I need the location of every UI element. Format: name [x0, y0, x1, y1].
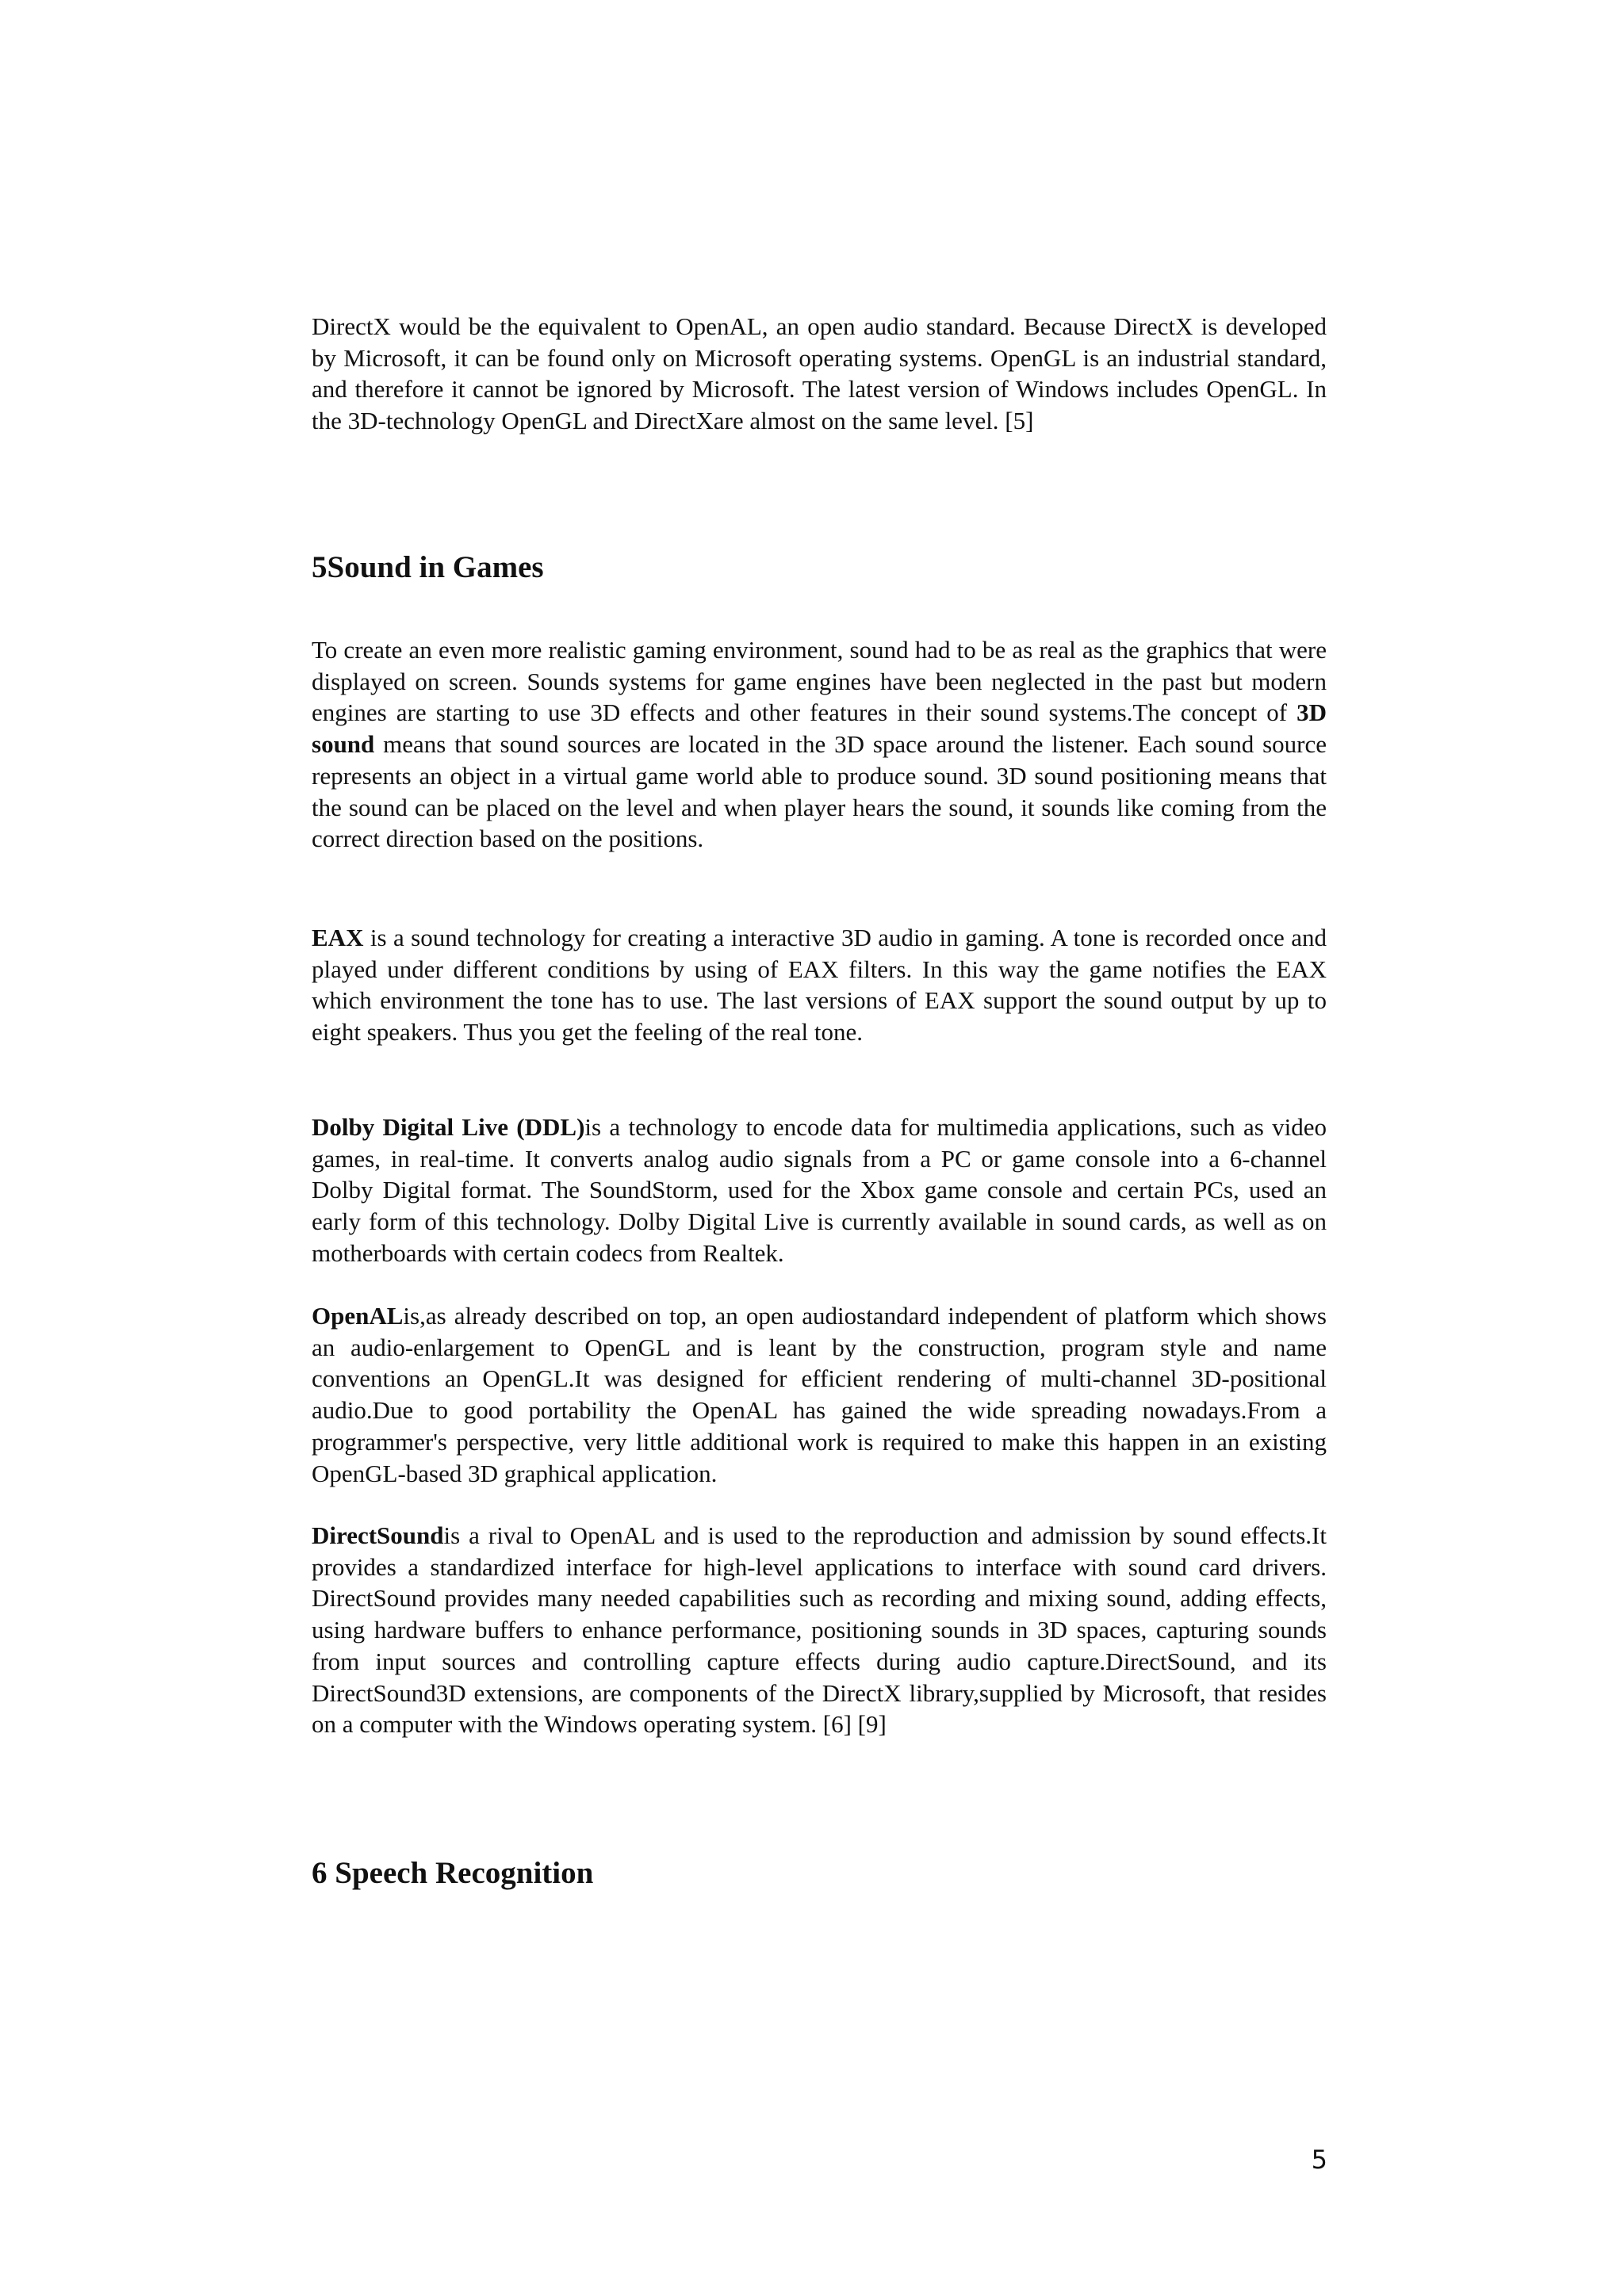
paragraph-text: means that sound sources are located in the 3D space around the listener. Each sound source represents an object in a virtual game world able to produce sound. 3D sound positioning means that the sound can be placed on the level and when player hears the sound, it sounds like coming from the correct direction based on the positions.	[312, 730, 1327, 853]
section-heading-speech-recognition: 6 Speech Recognition	[312, 1856, 594, 1890]
term-directsound: DirectSound	[312, 1521, 444, 1549]
term-dolby-digital-live: Dolby Digital Live (DDL)	[312, 1113, 585, 1141]
page-number: 5	[1311, 2145, 1327, 2175]
paragraph-openal	[312, 1300, 1327, 1489]
paragraph-text: To create an even more realistic gaming environment, sound had to be as real as the graphics that were displayed on screen. Sounds systems for game engines have been neglected in the past but modern engines are starting to use 3D effects and other features in their sound systems.The concept of	[312, 636, 1327, 727]
term-eax: EAX	[312, 924, 364, 951]
term-openal: OpenAL	[312, 1302, 404, 1330]
paragraph-text: is,as already described on top, an open audiostandard independent of platform which shows an audio-enlargement to OpenGL and is leant by the construction, program style and name conventions an OpenGL.It was designed for efficient rendering of multi-channel 3D-positional audio.Due to good portability the OpenAL has gained the wide spreading nowadays.From a programmer's perspective, very little additional work is required to make this happen in an existing OpenGL-based 3D graphical application.	[312, 1302, 1327, 1487]
paragraph-text: is a technology to encode data for multimedia applications, such as video games, in real-time. It converts analog audio signals from a PC or game console into a 6-channel Dolby Digital format. The SoundStorm, used for the Xbox game console and certain PCs, used an early form of this technology. Dolby Digital Live is currently available in sound cards, as well as on motherboards with certain codecs from Realtek.	[312, 1113, 1327, 1267]
paragraph-text: DirectX would be the equivalent to OpenAL, an open audio standard. Because DirectX is developed by Microsoft, it can be found only on Microsoft operating systems. OpenGL is an industrial standard, and therefore it cannot be ignored by Microsoft. The latest version of Windows includes OpenGL. In the 3D-technology OpenGL and DirectXare almost on the same level. [5]	[312, 312, 1327, 435]
paragraph-directsound	[312, 1520, 1327, 1740]
paragraph-sound-intro	[312, 634, 1327, 855]
term-3d-sound: 3D sound	[312, 698, 1327, 759]
section-heading-sound-in-games: 5Sound in Games	[312, 550, 544, 584]
paragraph-directx-intro	[312, 311, 1327, 437]
paragraph-eax	[312, 922, 1327, 1048]
paragraph-text: is a rival to OpenAL and is used to the reproduction and admission by sound effects.It provides a standardized interface for high-level applications to interface with sound card drivers. DirectSound provides many needed capabilities such as recording and mixing sound, adding effects, using hardware buffers to enhance performance, positioning sounds in 3D spaces, capturing sounds from input sources and controlling capture effects during audio capture.DirectSound, and its DirectSound3D extensions, are components of the DirectX library,supplied by Microsoft, that resides on a computer with the Windows operating system. [6] [9]	[312, 1521, 1327, 1739]
paragraph-text: is a sound technology for creating a interactive 3D audio in gaming. A tone is recorded once and played under different conditions by using of EAX filters. In this way the game notifies the EAX which environment the tone has to use. The last versions of EAX support the sound output by up to eight speakers. Thus you get the feeling of the real tone.	[312, 924, 1327, 1047]
paragraph-dolby-digital-live	[312, 1112, 1327, 1269]
